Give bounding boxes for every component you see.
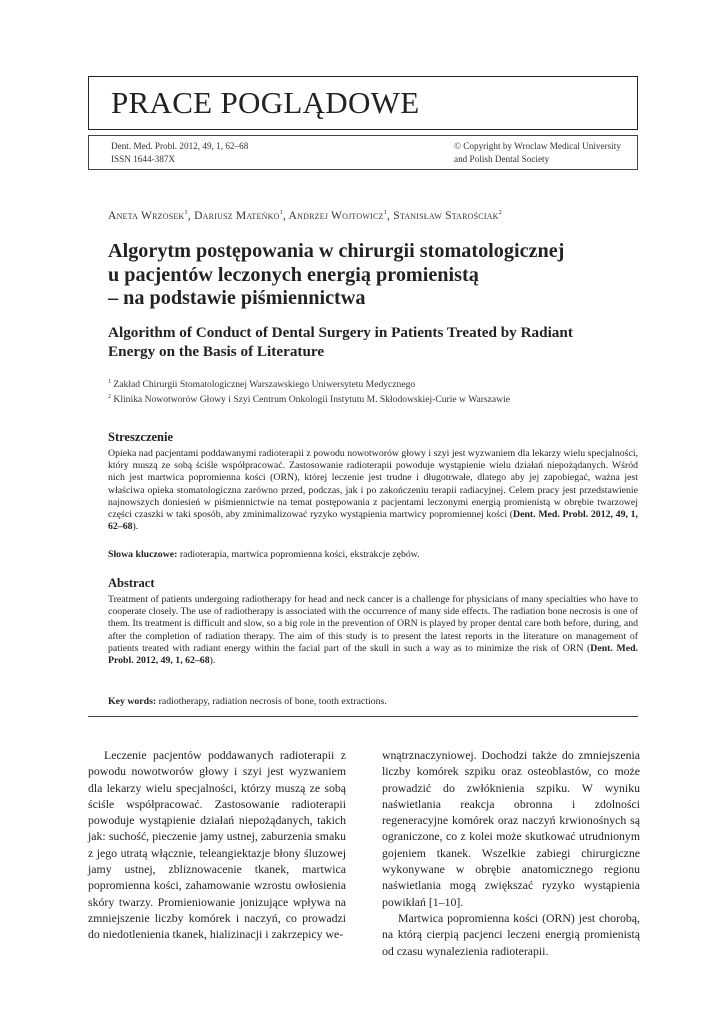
affiliation-mark: 2 bbox=[108, 394, 111, 401]
author-name: Aneta Wrzosek bbox=[108, 209, 185, 222]
streszczenie-keywords bbox=[108, 549, 638, 561]
author-affiliation-mark: 1 bbox=[383, 209, 388, 217]
author-affiliation-mark: 1 bbox=[184, 209, 188, 217]
keywords-pl: radioterapia, martwica popromienna kości, ekstrakcje zębów. bbox=[177, 549, 420, 560]
affiliation-text: Zakład Chirurgii Stomatologicznej Warszawskiego Uniwersytetu Medycznego bbox=[113, 379, 416, 391]
author-affiliation-mark: 1 bbox=[279, 209, 283, 217]
title-polish bbox=[108, 240, 628, 311]
streszczenie-body bbox=[108, 448, 638, 533]
abstract-end: ). bbox=[209, 655, 216, 667]
body-paragraph: Martwica popromienna kości (ORN) jest chorobą, na którą cierpią pacjenci leczeni energią promienistą od czasu wynalezienia radioterapii. bbox=[382, 910, 640, 958]
keywords-label-pl: Słowa kluczowe: bbox=[108, 549, 178, 560]
body-paragraph: wnątrznaczyniowej. Dochodzi także do zmniejszenia liczby komórek szpiku oraz osteoblastów, co może prowadzić do zwłóknienia szpiku. W wyniku naświetlania reakcja obronna i zdolności regeneracyjne komórek oraz naczyń krwionośnych są ograniczone, co z kolei może skutkować utrudnionym gojeniem tkanek. Wszelkie zabiegi chirurgiczne wykonywane w obrębie anatomicznego regionu naświetlania mogą zwiększać ryzyko wystąpienia powikłań [1–10]. bbox=[382, 748, 640, 909]
abstract-heading: Abstract bbox=[108, 576, 155, 590]
copyright-line-1: © Copyright by Wroclaw Medical University bbox=[454, 141, 621, 151]
title-polish-line: – na podstawie piśmiennictwa bbox=[108, 287, 366, 309]
section-title: PRACE POGLĄDOWE bbox=[111, 85, 420, 120]
affiliations bbox=[108, 376, 628, 406]
issn-line: ISSN 1644-387X bbox=[111, 153, 176, 164]
streszczenie-text: Opieka nad pacjentami poddawanymi radioterapii z powodu nowotworów głowy i szyi jest wyzwaniem dla lekarzy wielu specjalności, który muszą ze sobą ściśle współpracować. Zastosowanie radioterapii powoduje wystąpienie wielu działań niepożądanych. Wśród nich jest martwica popromienna kości (ORN), której leczenie jest trudne i długotrwałe, dlatego aby jej zapobiegać, ważna jest właściwa opieka stomatologiczna zarówno przed, podczas, jak i po zakończeniu terapii radiacyjnej. Celem pracy jest przedstawienie najnowszych doniesień w piśmiennictwie na temat postępowania z pacjentami leczonymi energią promienistą w obrębie twarzowej części czaszki w taki sposób, aby zminimalizować ryzyko wystąpienia martwicy popromiennej kości ( bbox=[108, 448, 638, 521]
title-english-line: Algorithm of Conduct of Dental Surgery in Patients Treated by Radiant bbox=[108, 324, 573, 341]
streszczenie-heading: Streszczenie bbox=[108, 430, 174, 444]
author-name: Stanisław Starościak bbox=[393, 209, 499, 222]
journal-info-box bbox=[88, 135, 638, 170]
abstract-text: Treatment of patients undergoing radiotherapy for head and neck cancer is a challenge for physicians of many specialties who have to cooperate closely. The use of radiotherapy is associated with the occurrence of many side effects. The radiation bone necrosis is one of them. Its treatment is difficult and slow, so a big role in the prevention of ORN is played by proper dental care both before, during, and after the completion of radiation therapy. The aim of this study is to present the latest reports in the literature on management of patients treated with radiant energy within the facial part of the skull in such a way as to minimize the risk of ORN ( bbox=[108, 594, 638, 654]
author-list: Aneta Wrzosek$^1$, Dariusz Mateńko$^1$, Andrzej Wojtowicz$^1$, Stanisław Starościak$^2$ bbox=[108, 209, 503, 222]
streszczenie-citation: Dent. Med. Probl. 2012, 49, 1, 62–68 bbox=[108, 509, 638, 533]
journal-citation bbox=[111, 140, 248, 165]
title-english-line: Energy on the Basis of Literature bbox=[108, 343, 325, 360]
streszczenie-end: ). bbox=[132, 521, 139, 533]
author-name: Andrzej Wojtowicz bbox=[288, 209, 384, 222]
title-english bbox=[108, 323, 628, 361]
abstract-citation: Dent. Med. Probl. 2012, 49, 1, 62–68 bbox=[108, 642, 638, 667]
title-polish-line: u pacjentów leczonych energią promienistą bbox=[108, 263, 479, 286]
abstract-body bbox=[108, 594, 638, 667]
body-paragraph: Leczenie pacjentów poddawanych radioterapii z powodu nowotworów głowy i szyi jest wyzwaniem dla lekarzy wielu specjalności, którzy muszą ze sobą ściśle współpracować. Zastosowanie radioterapii powoduje wystąpienie działań niepożądanych, takich jak: suchość, pieczenie jamy ustnej, zaburzenia smaku z jego utratą włącznie, teleangiektazje błony śluzowej jamy ustnej, zbliznowacenie tkanek, martwica popromienna kości, zahamowanie wzrostu owłosienia skóry twarzy. Promieniowanie jonizujące wpływa na zmniejszenie liczby komórek i naczyń, co prowadzi do niedotlenienia tkanek, hializinacji i zakrzepicy we- bbox=[88, 748, 346, 942]
author-name: Dariusz Mateńko bbox=[194, 209, 280, 222]
affiliation-text: Klinika Nowotworów Głowy i Szyi Centrum Onkologii Instytutu M. Skłodowskiej-Curie w Warszawie bbox=[113, 394, 511, 406]
title-polish-line: Algorytm postępowania w chirurgii stomatologicznej bbox=[108, 240, 565, 262]
affiliation-item bbox=[108, 391, 628, 406]
affiliation-mark: 1 bbox=[108, 379, 111, 385]
citation-line: Dent. Med. Probl. 2012, 49, 1, 62–68 bbox=[111, 141, 249, 151]
keywords-en: radiotherapy, radiation necrosis of bone, tooth extractions. bbox=[156, 696, 387, 707]
abstract-keywords bbox=[108, 696, 638, 708]
body-column-left bbox=[88, 747, 346, 943]
copyright-line-2: and Polish Dental Society bbox=[454, 153, 550, 164]
affiliation-item bbox=[108, 376, 628, 391]
section-divider bbox=[88, 716, 638, 717]
body-column-right bbox=[382, 747, 640, 959]
author-affiliation-mark: 2 bbox=[498, 209, 503, 217]
copyright-notice bbox=[454, 140, 621, 165]
keywords-label-en: Key words: bbox=[108, 696, 157, 707]
section-header-box bbox=[88, 76, 638, 130]
